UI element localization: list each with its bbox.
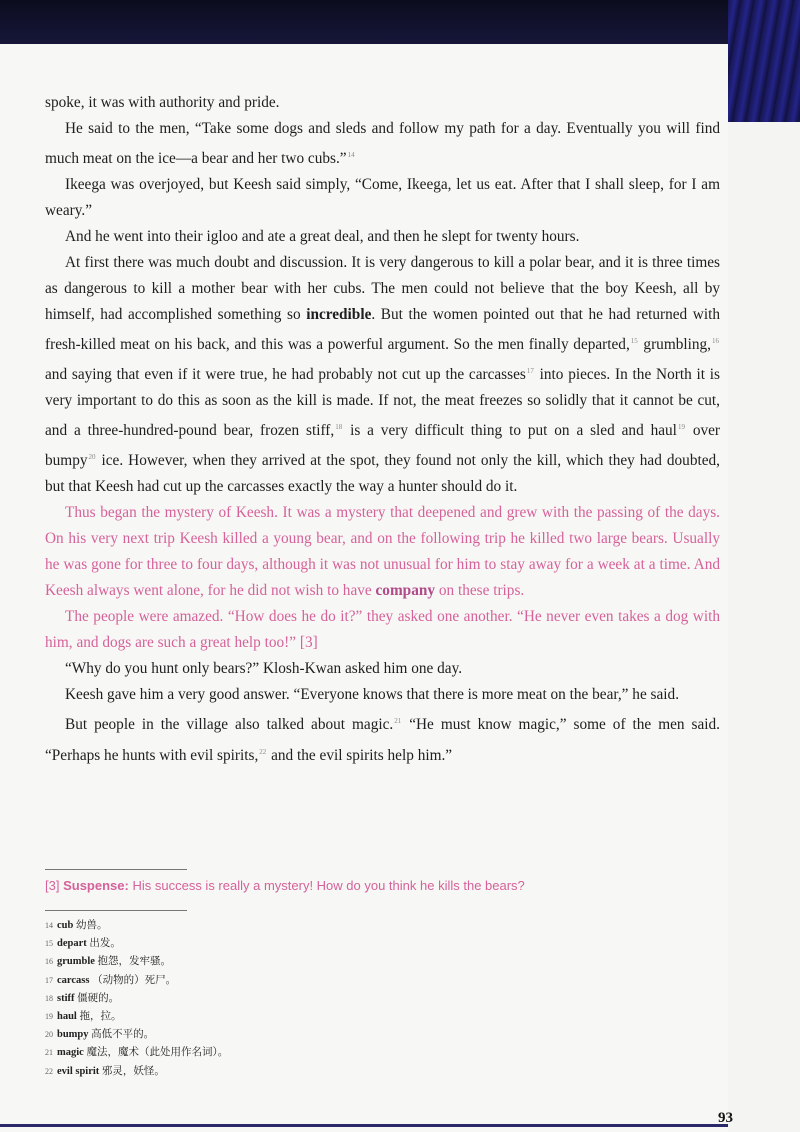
vocab-number: 16 <box>45 957 53 967</box>
story-paragraph <box>45 116 720 172</box>
vocab-number: 20 <box>45 1030 53 1040</box>
vocab-item <box>45 1044 445 1062</box>
side-decor-band <box>728 0 800 122</box>
story-paragraph <box>45 500 720 604</box>
paragraph-text: grumbling, <box>638 336 711 354</box>
vocab-number: 17 <box>45 975 53 985</box>
paragraph-text: Ikeega was overjoyed, but Keesh said simply, “Come, Ikeega, let us eat. After that I shall sleep, for I am weary.” <box>45 176 720 220</box>
paragraph-text: . But the women pointed out that he had returned with fresh-killed meat on his back, and this was a powerful argument. So the men finally departed, <box>45 306 720 354</box>
footnote-marker: 21 <box>394 717 402 726</box>
vocab-gloss: 出发。 <box>86 938 121 950</box>
vocab-number: 18 <box>45 993 53 1003</box>
vocab-word: bumpy <box>57 1029 89 1041</box>
vocab-number: 22 <box>45 1066 53 1076</box>
vocab-item <box>45 990 445 1008</box>
vocab-gloss: （动物的）死尸。 <box>89 974 177 986</box>
suspense-note <box>45 878 715 893</box>
suspense-lead: Suspense: <box>63 878 129 893</box>
paragraph-text: “He must know magic,” some of the men said. “Perhaps he hunts with evil spirits, <box>45 716 721 764</box>
story-paragraph <box>45 250 720 500</box>
suspense-text: His success is really a mystery! How do you think he kills the bears? <box>132 878 525 893</box>
footnote-marker: 16 <box>712 337 719 346</box>
vocab-gloss: 抱怨，发牢骚。 <box>94 956 172 968</box>
note-divider-top <box>45 869 187 870</box>
vocab-word: evil spirit <box>57 1065 100 1077</box>
page-number: 93 <box>718 1110 733 1126</box>
footnote-marker: 19 <box>677 423 685 432</box>
vocab-number: 14 <box>45 921 53 930</box>
paragraph-text: is a very difficult thing to put on a sled and haul <box>343 422 677 440</box>
story-paragraph <box>45 90 720 116</box>
vocab-item <box>45 1026 445 1044</box>
vocab-item <box>45 953 445 971</box>
vocab-item <box>45 1063 445 1081</box>
paragraph-text: ice. However, when they arrived at the spot, they found not only the kill, which they had doubted, but that Keesh had cut up the carcasses exactly the way a hunter should do it. <box>45 452 720 496</box>
bottom-rule <box>0 1124 728 1127</box>
vocab-word: depart <box>57 938 87 950</box>
story-paragraph <box>45 604 720 656</box>
vocab-word: magic <box>57 1047 84 1059</box>
story-paragraph <box>45 224 720 250</box>
paragraph-text: Keesh gave him a very good answer. “Everyone knows that there is more meat on the bear,” he said. <box>65 686 680 704</box>
paragraph-text: into pieces. In the North it is very important to do this as soon as the kill is made. If not, the meat freezes so solidly that it cannot be cut, and a three-hundred-pound bear, frozen stiff, <box>45 366 720 440</box>
vocab-item <box>45 972 445 990</box>
story-paragraph <box>45 172 720 224</box>
paragraph-text: “Why do you hunt only bears?” Klosh-Kwan asked him one day. <box>65 660 463 678</box>
note-divider-bottom <box>45 910 187 911</box>
paragraph-text: At first there was much doubt and discussion. It is very dangerous to kill a polar bear, and it is three times as dangerous to kill a mother bear with her cubs. The men could not believe that the boy Keesh, all by himself, had accomplished something so <box>45 254 720 324</box>
vocab-item <box>45 1008 445 1026</box>
paragraph-text: and saying that even if it were true, he had probably not cut up the carcasses <box>45 366 526 384</box>
paragraph-text: He said to the men, “Take some dogs and sleds and follow my path for a day. Eventually you will find much meat on the ice—a bear and her two cubs.” <box>45 120 720 168</box>
story-paragraph <box>45 682 720 708</box>
paragraph-text: and the evil spirits help him.” <box>267 746 453 764</box>
vocab-item <box>45 917 445 935</box>
vocab-word: cub <box>57 920 74 931</box>
vocab-gloss: 僵硬的。 <box>74 992 120 1004</box>
paragraph-text: over bumpy <box>45 422 720 470</box>
footnote-marker: 15 <box>630 337 638 346</box>
story-paragraph <box>45 656 720 682</box>
paragraph-text: spoke, it was with authority and pride. <box>45 94 280 111</box>
paragraph-text: on these trips. <box>435 582 525 600</box>
footnote-marker: 20 <box>88 453 96 462</box>
vocab-word: haul <box>57 1010 77 1022</box>
story-paragraph <box>45 708 720 768</box>
keyword: incredible <box>306 306 372 324</box>
vocab-word: grumble <box>57 956 95 968</box>
vocab-item <box>45 935 445 953</box>
paragraph-text: Thus began the mystery of Keesh. It was a mystery that deepened and grew with the passing of the days. On his very next trip Keesh killed a young bear, and on the following trip he killed two large bears. Usually he was gone for three to four days, although it was not unusual for him to stay away for a week at a time. And Keesh always went alone, for he did not wish to have <box>45 504 720 600</box>
vocab-gloss: 高低不平的。 <box>88 1029 155 1041</box>
paragraph-text: But people in the village also talked about magic. <box>65 716 394 734</box>
story-text <box>45 90 720 769</box>
vocab-word: stiff <box>57 992 75 1004</box>
footnote-marker: 17 <box>526 367 534 376</box>
footnote-marker: 14 <box>347 151 355 159</box>
paragraph-text: And he went into their igloo and ate a great deal, and then he slept for twenty hours. <box>65 228 580 246</box>
suspense-marker: [3] <box>45 878 60 893</box>
vocab-number: 21 <box>45 1048 53 1058</box>
vocab-gloss: 幼兽。 <box>73 920 108 931</box>
vocabulary-list <box>45 917 445 1081</box>
vocab-gloss: 魔法，魔术（此处用作名词）。 <box>83 1047 229 1059</box>
vocab-gloss: 拖，拉。 <box>76 1010 122 1022</box>
footnote-marker: 18 <box>335 423 343 432</box>
top-banner <box>0 0 800 44</box>
keyword: company <box>375 582 435 600</box>
vocab-number: 15 <box>45 939 53 949</box>
vocab-number: 19 <box>45 1011 53 1021</box>
paragraph-text: The people were amazed. “How does he do it?” they asked one another. “He never even takes a dog with him, and dogs are such a great help too!” [3] <box>45 608 720 652</box>
footnote-marker: 22 <box>259 747 267 756</box>
vocab-word: carcass <box>57 974 90 986</box>
vocab-gloss: 邪灵，妖怪。 <box>99 1065 165 1077</box>
